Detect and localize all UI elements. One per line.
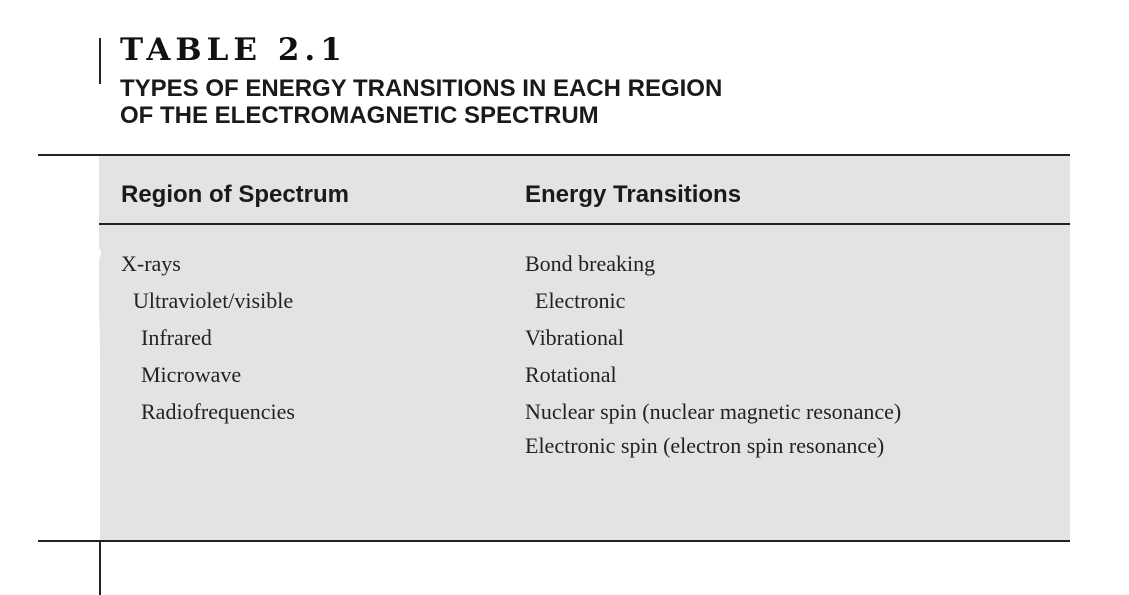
row-region: Ultraviolet/visible (133, 288, 294, 313)
table-header-row (121, 181, 1061, 221)
row-region: Microwave (141, 362, 242, 387)
left-margin-line (99, 38, 101, 84)
row-transition: Bond breaking (525, 251, 656, 276)
row-region: X-rays (121, 251, 181, 276)
row-transition: Nuclear spin (nuclear magnetic resonance) (525, 399, 902, 424)
table-body (99, 251, 1070, 471)
caption-line-2: OF THE ELECTROMAGNETIC SPECTRUM (120, 102, 599, 129)
table-row (99, 325, 1070, 362)
row-transition: Rotational (525, 362, 617, 387)
table-panel (99, 156, 1070, 540)
row-transition: Vibrational (525, 325, 624, 350)
row-region: Infrared (141, 325, 212, 350)
left-margin-line-lower (99, 542, 101, 595)
header-region: Region of Spectrum (121, 181, 350, 208)
table-header-rule (99, 223, 1070, 225)
table-caption (120, 75, 880, 129)
table-row (99, 251, 1070, 288)
header-transitions: Energy Transitions (525, 181, 742, 208)
caption-line-1: TYPES OF ENERGY TRANSITIONS IN EACH REGION (120, 75, 723, 102)
table-bottom-rule (38, 540, 1070, 542)
table-row (99, 362, 1070, 399)
row-transition: Electronic (535, 288, 626, 313)
table-row (99, 288, 1070, 325)
row-transition-extra: Electronic spin (electron spin resonance) (525, 433, 885, 458)
row-region: Radiofrequencies (141, 399, 295, 424)
table-row (99, 399, 1070, 471)
table-number: TABLE 2.1 (120, 32, 347, 68)
